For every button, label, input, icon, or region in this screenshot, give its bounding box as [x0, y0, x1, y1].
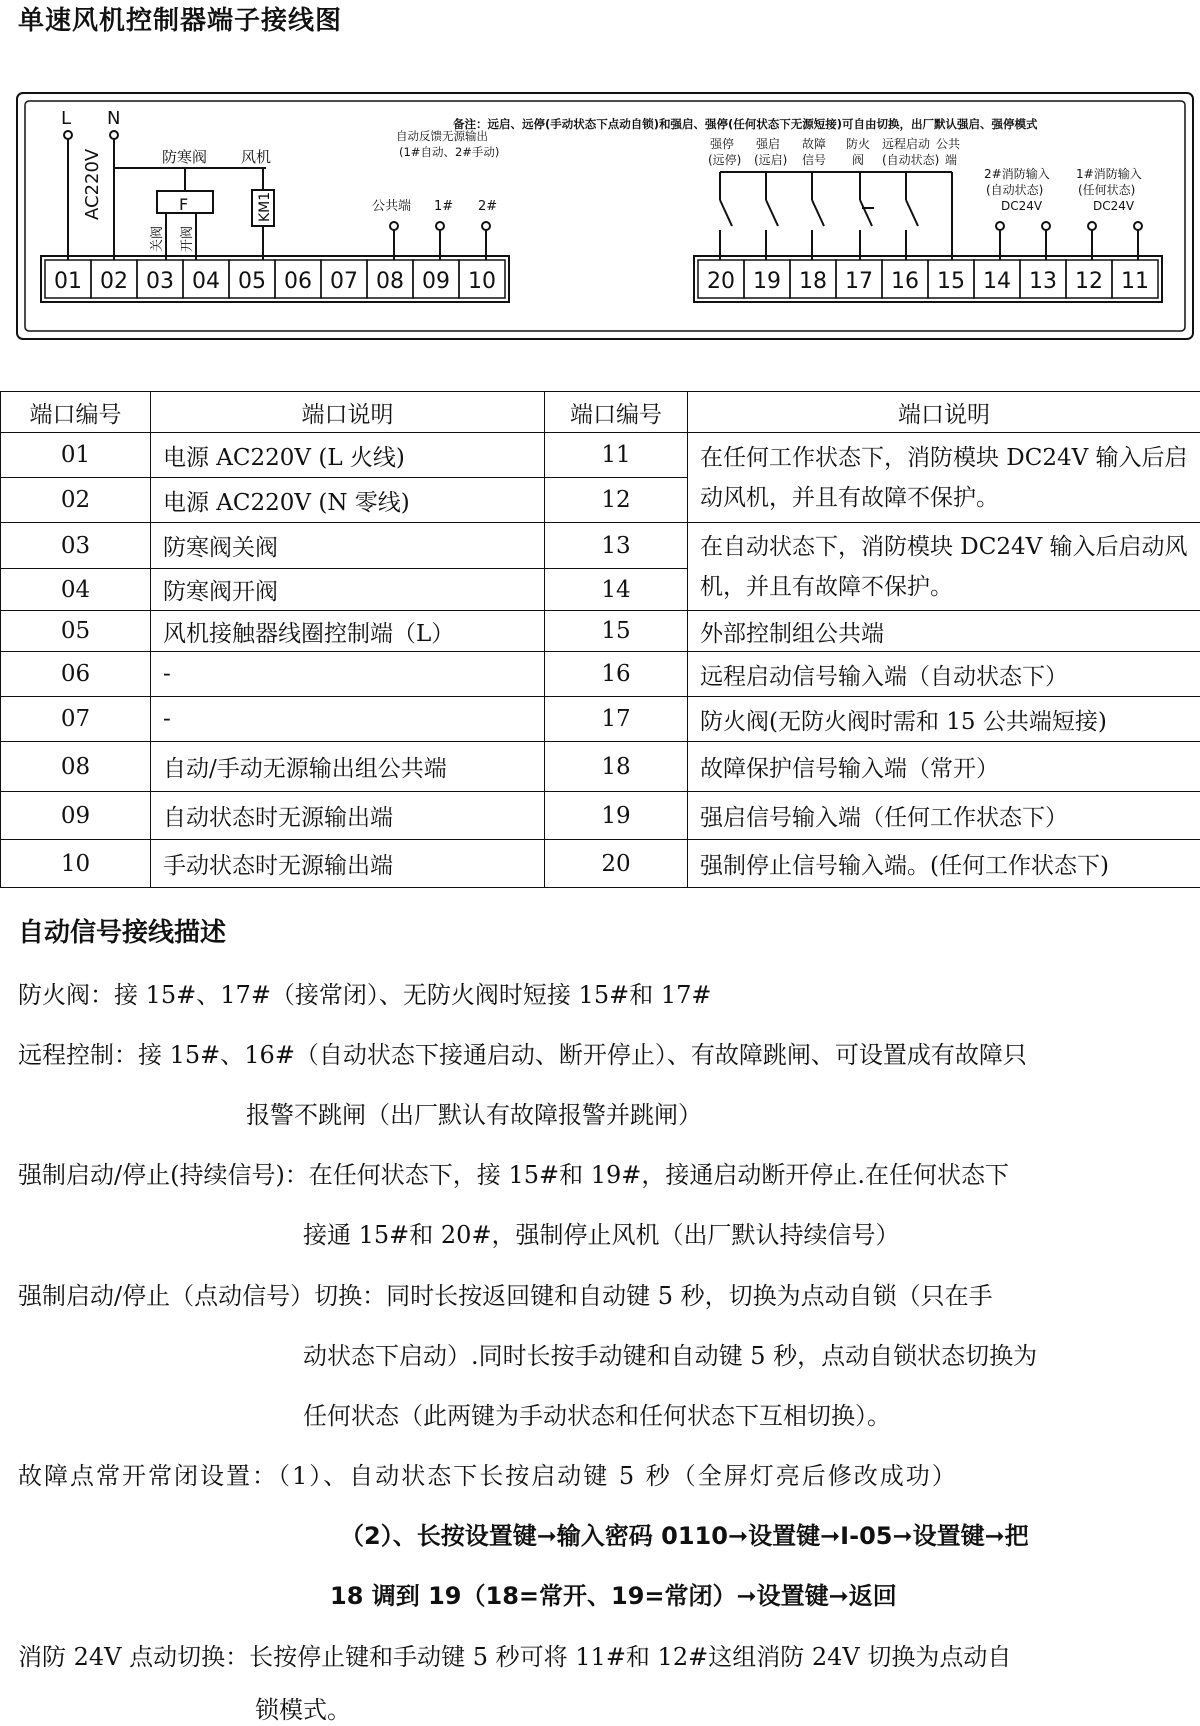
port-num: 02	[1, 478, 151, 523]
terminal-14-label: 14	[983, 269, 1011, 294]
label-out-2: 2#	[478, 199, 498, 214]
label-fire1-1: 1#消防输入	[1076, 167, 1142, 181]
label-sig-common-1: 公共	[936, 137, 961, 151]
table-row	[1, 523, 1200, 569]
port-desc: -	[151, 697, 545, 742]
label-sig-fault-1: 故障	[802, 137, 827, 151]
label-F: F	[179, 195, 189, 214]
port-desc: 自动/手动无源输出组公共端	[151, 742, 545, 792]
port-num: 07	[1, 697, 151, 742]
switch-17	[860, 172, 874, 260]
header-port-number-right: 端口编号	[545, 392, 688, 433]
port-desc: 自动状态时无源输出端	[151, 792, 545, 840]
port-desc-merged: 在任何工作状态下，消防模块 DC24V 输入后启动风机，并且有故障不保护。	[688, 433, 1200, 523]
diagram-inner-frame	[25, 101, 1185, 331]
screw-10	[482, 222, 490, 230]
table-row	[1, 840, 1200, 888]
port-desc: 电源 AC220V (N 零线)	[151, 478, 545, 523]
port-num: 14	[545, 569, 688, 611]
label-sig-remote-2: (自动状态)	[882, 153, 940, 167]
port-num: 15	[545, 611, 688, 652]
screw-N	[110, 131, 118, 139]
label-L: L	[61, 108, 72, 129]
port-desc: 外部控制组公共端	[688, 611, 1200, 652]
terminal-06-label: 06	[284, 269, 312, 294]
label-sig-remote-1: 远程启动	[882, 137, 931, 151]
port-desc: 强启信号输入端（任何工作状态下）	[688, 792, 1200, 840]
label-fan: 风机	[241, 148, 272, 166]
desc-line: 报警不跳闸（出厂默认有故障报警并跳闸）	[246, 1101, 702, 1129]
port-desc: 防寒阀开阀	[151, 569, 545, 611]
left-terminal-block	[41, 256, 509, 302]
port-num: 11	[545, 433, 688, 478]
header-port-number: 端口编号	[1, 392, 151, 433]
desc-line: 18 调到 19（18=常开、19=常闭）➞设置键➞返回	[330, 1582, 897, 1610]
port-num: 05	[1, 611, 151, 652]
table-row	[1, 792, 1200, 840]
desc-line: 防火阀：接 15#、17#（接常闭）、无防火阀时短接 15#和 17#	[18, 981, 712, 1009]
label-out-1: 1#	[434, 199, 454, 214]
terminal-02-label: 02	[100, 269, 128, 294]
label-sig-start-2: (远启)	[754, 153, 788, 167]
label-sig-common-2: 端	[945, 153, 958, 167]
switch-16	[906, 172, 918, 260]
port-num: 18	[545, 742, 688, 792]
port-num: 09	[1, 792, 151, 840]
label-feedback-sub: (1#自动、2#手动)	[399, 145, 500, 159]
port-desc: 防火阀(无防火阀时需和 15 公共端短接)	[688, 697, 1200, 742]
screw-11	[1134, 222, 1142, 230]
section-title: 自动信号接线描述	[18, 918, 227, 948]
label-sig-fault-2: 信号	[802, 153, 827, 167]
screw-13	[1042, 222, 1050, 230]
wiring-diagram	[16, 92, 1194, 342]
terminal-18-label: 18	[799, 269, 827, 294]
switch-18	[812, 172, 824, 260]
port-num: 06	[1, 652, 151, 697]
label-sig-fire-2: 阀	[852, 153, 865, 167]
label-damper: 防寒阀	[162, 148, 208, 166]
switch-20	[720, 172, 732, 260]
label-sig-start-1: 强启	[756, 137, 781, 151]
table-row	[1, 652, 1200, 697]
screw-08	[390, 222, 398, 230]
label-ac220v: AC220V	[82, 148, 103, 220]
desc-line: 消防 24V 点动切换：长按停止键和手动键 5 秒可将 11#和 12#这组消防 24V 切换为点动自	[18, 1643, 1012, 1671]
page-title: 单速风机控制器端子接线图	[18, 6, 343, 36]
desc-line: 动状态下启动）.同时长按手动键和自动键 5 秒，点动自锁状态切换为	[303, 1342, 1038, 1370]
desc-line: 锁模式。	[255, 1696, 351, 1724]
right-terminal-block	[694, 256, 1162, 302]
screw-12	[1088, 222, 1096, 230]
port-desc-merged: 在自动状态下，消防模块 DC24V 输入后启动风机，并且有故障不保护。	[688, 523, 1200, 611]
port-num: 04	[1, 569, 151, 611]
port-desc: -	[151, 652, 545, 697]
terminal-13-label: 13	[1029, 269, 1057, 294]
port-num: 17	[545, 697, 688, 742]
port-table	[0, 391, 1200, 888]
port-num: 19	[545, 792, 688, 840]
port-num: 10	[1, 840, 151, 888]
terminal-03-label: 03	[146, 269, 174, 294]
table-row	[1, 433, 1200, 478]
terminal-16-label: 16	[891, 269, 919, 294]
port-num: 01	[1, 433, 151, 478]
label-fire2-3: DC24V	[1001, 199, 1043, 213]
desc-line: （2）、长按设置键➞输入密码 0110➞设置键➞I-05➞设置键➞把	[340, 1522, 1029, 1550]
diagram-note: 备注：远启、远停(手动状态下点动自锁)和强启、强停(任何状态下无源短接)可自由切换，出厂默认强启、强停模式	[453, 117, 1038, 131]
port-desc: 故障保护信号输入端（常开）	[688, 742, 1200, 792]
table-row	[1, 697, 1200, 742]
label-feedback-title: 自动反馈无源输出	[396, 129, 488, 143]
terminal-10-label: 10	[468, 269, 496, 294]
label-fire2-1: 2#消防输入	[984, 167, 1050, 181]
terminal-20-label: 20	[707, 269, 735, 294]
desc-line: 任何状态（此两键为手动状态和任何状态下互相切换）。	[303, 1402, 891, 1430]
label-sig-stop-2: (远停)	[708, 153, 742, 167]
desc-line: 接通 15#和 20#，强制停止风机（出厂默认持续信号）	[303, 1221, 900, 1249]
label-fire1-2: (任何状态)	[1078, 183, 1136, 197]
table-header-row	[1, 392, 1200, 433]
terminal-19-label: 19	[753, 269, 781, 294]
terminal-17-label: 17	[845, 269, 873, 294]
terminal-12-label: 12	[1075, 269, 1103, 294]
label-close-valve: 关阀	[150, 225, 165, 252]
label-N: N	[107, 108, 121, 129]
terminal-15-label: 15	[937, 269, 965, 294]
desc-line: 故障点常开常闭设置：（1）、自动状态下长按启动键 5 秒（全屏灯亮后修改成功）	[18, 1462, 958, 1490]
label-open-valve: 开阀	[180, 225, 195, 252]
label-fire2-2: (自动状态)	[986, 183, 1044, 197]
table-row	[1, 742, 1200, 792]
terminal-01-label: 01	[54, 269, 82, 294]
header-port-description-right: 端口说明	[688, 392, 1200, 433]
label-common-left: 公共端	[372, 199, 412, 214]
terminal-07-label: 07	[330, 269, 358, 294]
port-desc: 远程启动信号输入端（自动状态下）	[688, 652, 1200, 697]
port-desc: 风机接触器线圈控制端（L）	[151, 611, 545, 652]
port-desc: 防寒阀关阀	[151, 523, 545, 569]
screw-09	[436, 222, 444, 230]
desc-line: 强制启动/停止（点动信号）切换：同时长按返回键和自动键 5 秒，切换为点动自锁（只在手	[18, 1282, 993, 1310]
port-num: 13	[545, 523, 688, 569]
screw-L	[64, 131, 72, 139]
screw-14	[996, 222, 1004, 230]
port-num: 12	[545, 478, 688, 523]
label-fire1-3: DC24V	[1093, 199, 1135, 213]
terminal-08-label: 08	[376, 269, 404, 294]
table-row	[1, 611, 1200, 652]
terminal-09-label: 09	[422, 269, 450, 294]
port-num: 16	[545, 652, 688, 697]
port-desc: 电源 AC220V (L 火线)	[151, 433, 545, 478]
port-desc: 强制停止信号输入端。(任何工作状态下)	[688, 840, 1200, 888]
label-km1: KM1	[257, 191, 273, 222]
port-desc: 手动状态时无源输出端	[151, 840, 545, 888]
label-sig-stop-1: 强停	[710, 137, 735, 151]
port-num: 20	[545, 840, 688, 888]
header-port-description: 端口说明	[151, 392, 545, 433]
desc-line: 远程控制：接 15#、16#（自动状态下接通启动、断开停止）、有故障跳闸、可设置成有故障只	[18, 1041, 1027, 1069]
label-sig-fire-1: 防火	[846, 137, 871, 151]
terminal-05-label: 05	[238, 269, 266, 294]
port-num: 08	[1, 742, 151, 792]
switch-19	[766, 172, 778, 260]
desc-line: 强制启动/停止(持续信号)：在任何状态下，接 15#和 19#，接通启动断开停止.在任何状态下	[18, 1161, 1009, 1189]
terminal-04-label: 04	[192, 269, 220, 294]
terminal-11-label: 11	[1121, 269, 1149, 294]
port-num: 03	[1, 523, 151, 569]
